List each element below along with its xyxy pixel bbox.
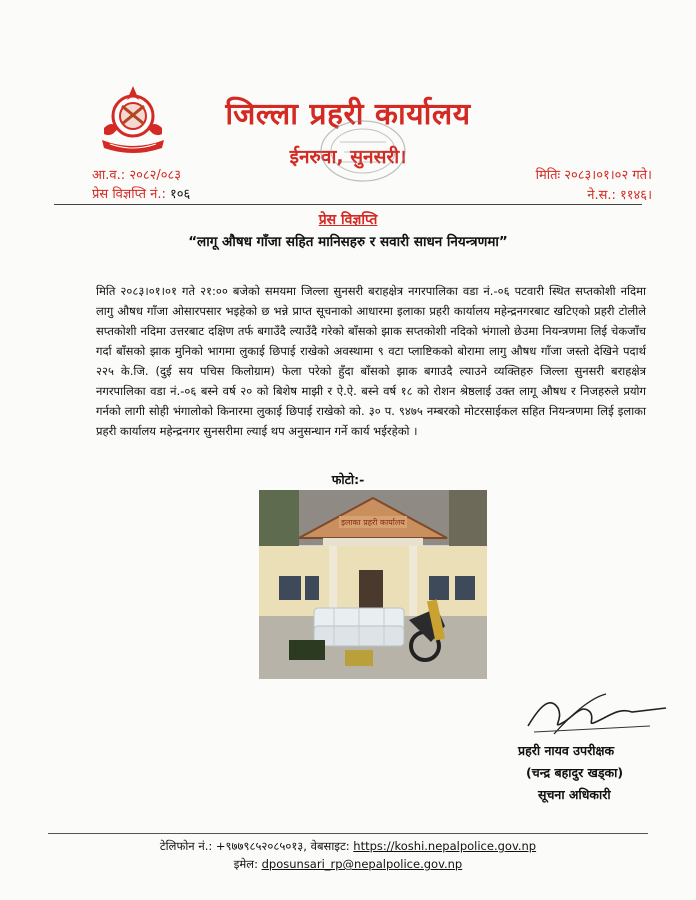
seized-items-photo xyxy=(259,490,487,679)
website-label: वेबसाइट: xyxy=(310,839,350,853)
signatory-name: (चन्द्र बहादुर खड्का) xyxy=(526,765,624,780)
signatory-rank: प्रहरी नायव उपरीक्षक xyxy=(518,743,615,758)
photo-label: फोटो:- xyxy=(331,472,365,487)
footer-contact xyxy=(0,839,696,854)
office-stamp-icon xyxy=(318,118,408,184)
press-release-subject: “लागू औषध गाँजा सहित मानिसहरु र सवारी साधन नियन्त्रणमा” xyxy=(188,234,508,250)
signature-icon xyxy=(520,686,670,742)
footer-divider xyxy=(48,833,648,834)
press-release-heading: प्रेस विज्ञप्ति xyxy=(318,212,378,228)
header-divider xyxy=(54,204,642,205)
phone-label: टेलिफोन नं.: xyxy=(159,839,213,853)
release-date: मितिः २०८३।०१।०२ गते। xyxy=(535,168,652,183)
press-release-body: मिति २०८३।०१।०१ गते २१:०० बजेको समयमा जिल्ला सुनसरी बराहक्षेत्र नगरपालिका वडा नं.-०६ पटवारी स्थित सप्तकोशी नदिमा लागु औषध गाँजा ओसारपसार भइहेको छ भन्ने प्राप्त सूचनाको आधारमा इलाका प्रहरी कार्यालय महेन्द्रनगरबाट खटिएको प्रहरी टोलीले सप्तकोशी नदिमा उत्तरबाट दक्षिण तर्फ बगाउँदै ल्याउँदै गरेको बाँसको झाक सप्तकोशी नदिको भंगालो छेउमा नियन्त्रणमा लिई चेकजाँच गर्दा बाँसको झाक मुनिको भागमा लुकाई छिपाई राखेको अवस्थामा ९ वटा प्लाष्टिकको बोरामा लागु औषध गाँजा जस्तो देखिने पदार्थ २२५ के.जि. (दुई सय पचिस किलोग्राम) फेला परेको हुँदा बाँसको झाक बगाउदै ल्याउने व्यक्तिहरु जिल्ला सुनसरी बराहक्षेत्र नगरपालिका वडा नं.-०६ बस्ने वर्ष २० को बिशेष माझी र ऐ.ऐ. बस्ने वर्ष १८ को रोशन श्रेष्ठलाई उक्त लागू औषध र निजहरुले प्रयोग गर्नको लागी सोही भंगालोको किनारमा लुकाई छिपाई राखेको को. ३० प. ९४७५ नम्बरको मोटरसाईकल सहित नियन्त्रणमा लिई इलाका प्रहरी कार्यालय महेन्द्रनगर सुनसरीमा ल्याई थप अनुसन्धान गर्ने कार्य भईरहेको । xyxy=(96,284,646,438)
office-title: जिल्ला प्रहरी कार्यालय xyxy=(225,97,471,132)
press-release-number: प्रेस विज्ञप्ति नं.: १०६ xyxy=(92,187,191,202)
phone-number: +९७७९८५२०८५०१३, xyxy=(215,839,307,853)
dispatch-number: ने.स.: ११४६। xyxy=(587,188,652,203)
email-label: इमेल: xyxy=(233,857,258,871)
office-location: ईनरुवा, सुनसरी। xyxy=(289,146,407,168)
fiscal-year: आ.व.: २०८२/०८३ xyxy=(92,168,182,183)
website-link[interactable]: https://koshi.nepalpolice.gov.np xyxy=(353,839,537,853)
email-link[interactable]: dposunsari_rp@nepalpolice.gov.np xyxy=(261,857,463,871)
photo-office-sign: इलाका प्रहरी कार्यालय xyxy=(341,518,405,527)
footer-email xyxy=(0,857,696,872)
signatory-role: सूचना अधिकारी xyxy=(538,787,611,802)
